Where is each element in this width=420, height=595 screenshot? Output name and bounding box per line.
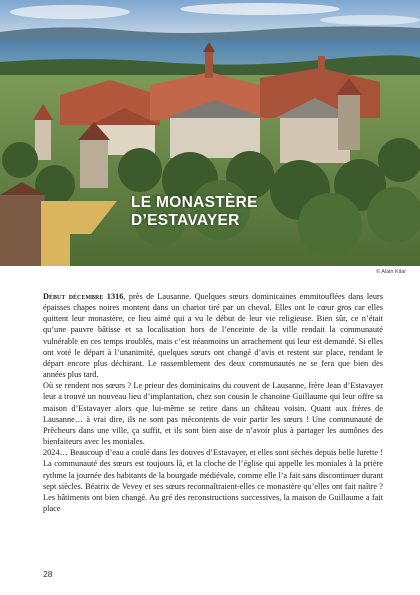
paragraph-2: Où se rendent nos sœurs ? Le prieur des dominicains du couvent de Lausanne, frère Jean d’Estavayer leur a trouvé un nouveau lieu d’implantation, chez son cousin le chanoine Guillaume qui leur offre sa maison d’Estavayer alors que lui-même se retire dans un château voisin. Quant aux frères de Lausanne… à vrai dire, ils ne sont pas mécontents de voir partir les sœurs ! Une communauté de Prêcheurs dans une ville, ça suffit, et ils sont bien aise de n’avoir plus à partager les aumônes des bienfaiteurs avec les moniales. bbox=[43, 381, 383, 447]
article-body bbox=[43, 291, 383, 514]
title-line-1: LE MONASTÈRE bbox=[131, 194, 258, 211]
paragraph-1 bbox=[43, 291, 383, 380]
paragraph-1-text: , près de Lausanne. Quelques sœurs dominicaines emmitouflées dans leurs épaisses chapes noires montent dans un chariot tiré par un cheval. Elles ont le cœur gros car elles quittent leur monastère, ce lieu aimé qui a vu le début de leur vie religieuse. Bien sûr, ce n’était qu’une pauvre bâtisse et sa localisation hors de l’enceinte de la ville rendait la communauté vulnérable en ces temps troublés, mais c’est néanmoins un arrachement qui leur est demandé. Si elles ont voté le départ à l’unanimité, quelques sœurs ont changé d’avis et restent sur place, rendant le départ encore plus déchirant. Le rassemblement des deux communautés ne se fera que bien des années plus tard. bbox=[43, 292, 383, 380]
photo-credit: © Alain Kilar bbox=[375, 269, 406, 275]
page-number: 28 bbox=[43, 569, 53, 579]
article-title bbox=[131, 194, 258, 230]
lead-in: Début décembre 1316 bbox=[43, 292, 124, 301]
paragraph-3: 2024… Beaucoup d’eau a coulé dans les douves d’Estavayer, et elles sont sèches depuis belle lurette ! La communauté des sœurs est toujours là, et la cloche de l’église qui appelle les moniales à la prière rythme la journée des habitants de la bourgade médiévale, comme elle l’a fait sans discontinuer durant sept siècles. Béatrix de Vevey et ses sœurs reconnaîtraient-elles ce monastère qu’elles ont fait naître ? Les bâtiments ont bien changé. Au gré des reconstructions successives, la maison de Guillaume a fait place bbox=[43, 448, 383, 513]
title-line-2: D’ESTAVAYER bbox=[131, 212, 240, 229]
